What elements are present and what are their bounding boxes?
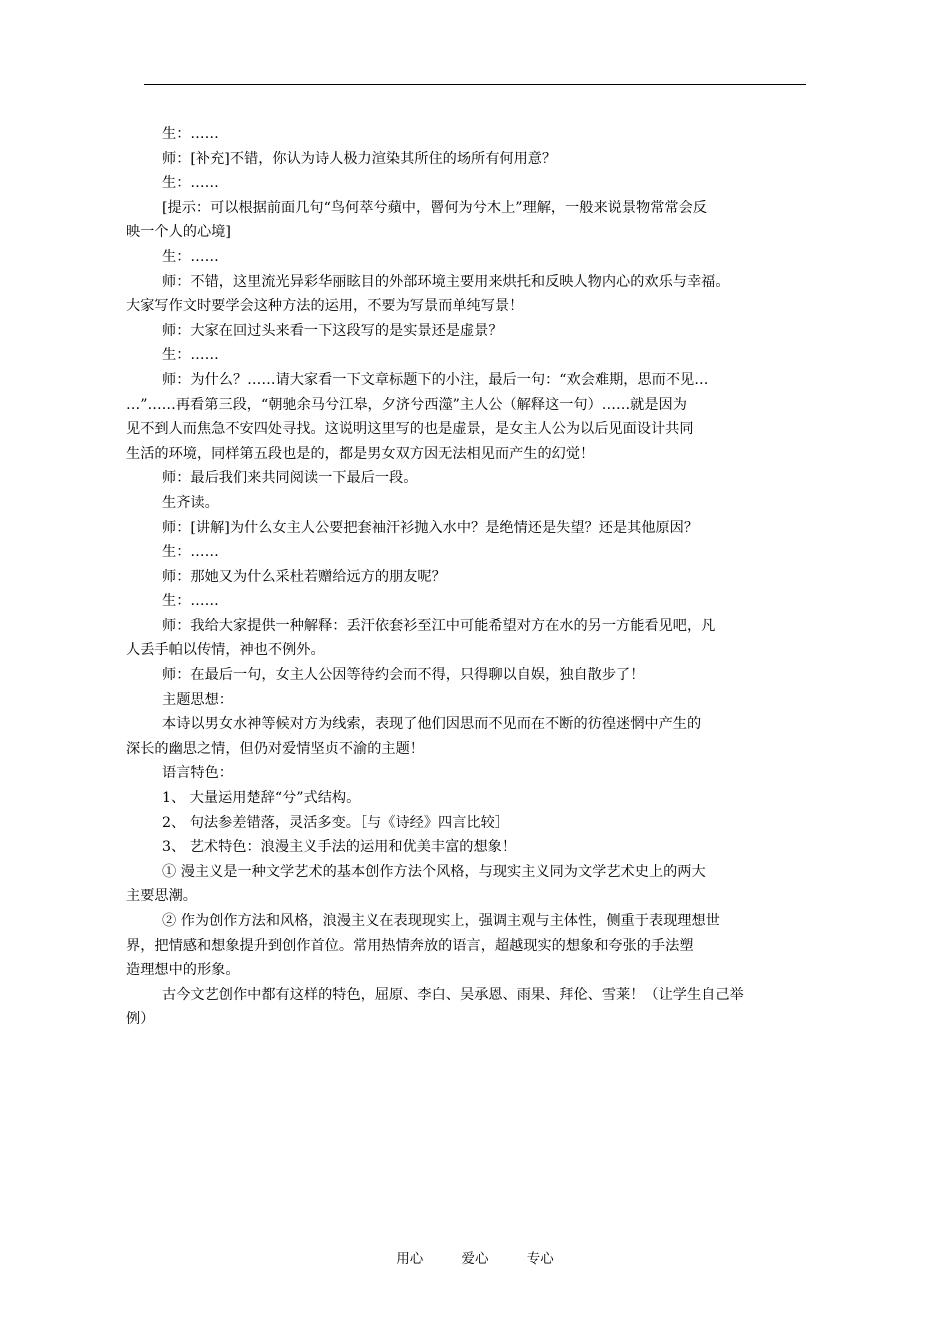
paragraph-line: 生：…… xyxy=(162,593,219,610)
paragraph-line: 生齐读。 xyxy=(162,494,219,511)
paragraph-line: 师：为什么？……请大家看一下文章标题下的小注，最后一句：“欢会难期，思而不见… xyxy=(162,371,709,388)
paragraph-line: 师：那她又为什么采杜若赠给远方的朋友呢？ xyxy=(162,568,446,585)
paragraph-line: 生：…… xyxy=(162,347,219,364)
paragraph xyxy=(144,516,810,541)
paragraph xyxy=(144,663,810,688)
paragraph-line: [提示：可以根据前面几句“鸟何萃兮蘋中，罾何为兮木上”理解，一般来说景物常常会反 xyxy=(162,199,707,216)
paragraph-line: 师：在最后一句，女主人公因等待约会而不得，只得聊以自娱，独自散步了！ xyxy=(162,667,645,684)
paragraph xyxy=(126,860,810,909)
paragraph-line: 主要思潮。 xyxy=(126,888,197,905)
paragraph xyxy=(144,491,810,516)
paragraph-line: 生活的环境，同样第五段也是的，都是男女双方因无法相见而产生的幻觉！ xyxy=(126,445,595,462)
paragraph-line: 古今文艺创作中都有这样的特色，屈原、李白、吴承恩、雨果、拜伦、雪莱！（让学生自己举 xyxy=(162,986,744,1003)
paragraph xyxy=(144,540,810,565)
paragraph xyxy=(126,270,810,319)
footer-text-3: 专心 xyxy=(526,1251,554,1267)
paragraph-line: ① 漫主义是一种文学艺术的基本创作方法个风格，与现实主义同为文学艺术史上的两大 xyxy=(162,863,706,880)
paragraph-line: 1、 大量运用楚辞“兮”式结构。 xyxy=(162,790,361,807)
paragraph-line: 例） xyxy=(126,1011,155,1028)
paragraph-line: 师：我给大家提供一种解释：丢汗依套衫至江中可能希望对方在水的另一方能看见吧，凡 xyxy=(162,617,716,634)
page-footer xyxy=(0,1247,950,1267)
paragraph-line: 生：…… xyxy=(162,126,219,142)
paragraph xyxy=(144,688,810,713)
paragraph-line: 2、 句法参差错落，灵活多变。［与《诗经》四言比较］ xyxy=(162,814,509,831)
paragraph xyxy=(144,565,810,590)
paragraph xyxy=(144,466,810,491)
footer-text-2: 爱心 xyxy=(461,1251,489,1267)
paragraph xyxy=(126,614,810,663)
paragraph-line: 见不到人而焦急不安四处寻找。这说明这里写的也是虚景，是女主人公为以后见面设计共同 xyxy=(126,421,694,438)
paragraph-line: 师：[补充]不错，你认为诗人极力渲染其所住的场所有何用意？ xyxy=(162,150,557,167)
paragraph xyxy=(126,712,810,761)
header-rule xyxy=(144,84,806,85)
paragraph-line: …”……再看第三段，“朝驰余马兮江皋，夕济兮西澨”主人公（解释这一句）……就是因为 xyxy=(126,396,687,413)
paragraph xyxy=(144,761,810,786)
paragraph-line: 造理想中的形象。 xyxy=(126,962,240,979)
paragraph xyxy=(126,196,810,245)
paragraph-line: 深长的幽思之情，但仍对爱情坚贞不渝的主题！ xyxy=(126,740,424,757)
paragraph xyxy=(144,147,810,172)
paragraph xyxy=(126,368,810,466)
paragraph xyxy=(144,245,810,270)
paragraph xyxy=(126,909,810,983)
paragraph xyxy=(144,811,810,836)
paragraph-line: 生：…… xyxy=(162,175,219,192)
paragraph-line: 语言特色： xyxy=(162,765,233,782)
paragraph xyxy=(144,122,810,147)
paragraph-line: 3、 艺术特色：浪漫主义手法的运用和优美丰富的想象！ xyxy=(162,839,517,856)
paragraph xyxy=(144,343,810,368)
paragraph-line: 主题思想： xyxy=(162,691,233,708)
paragraph-line: 师：大家在回过头来看一下这段写的是实景还是虚景？ xyxy=(162,322,503,339)
paragraph xyxy=(144,319,810,344)
document-body xyxy=(126,122,810,1032)
paragraph-line: 界，把情感和想象提升到创作首位。常用热情奔放的语言，超越现实的想象和夸张的手法塑 xyxy=(126,937,694,954)
paragraph xyxy=(144,835,810,860)
paragraph-line: 生：…… xyxy=(162,248,219,265)
paragraph-line: ② 作为创作方法和风格，浪漫主义在表现现实上，强调主观与主体性，侧重于表现理想世 xyxy=(162,913,720,929)
paragraph-line: 人丢手帕以传情，神也不例外。 xyxy=(126,642,325,659)
paragraph-line: 映一个人的心境] xyxy=(126,224,231,241)
paragraph xyxy=(144,589,810,614)
paragraph-line: 生：…… xyxy=(162,544,219,561)
paragraph-line: 师：最后我们来共同阅读一下最后一段。 xyxy=(162,470,418,487)
paragraph xyxy=(144,171,810,196)
paragraph-line: 大家写作文时要学会这种方法的运用，不要为写景而单纯写景！ xyxy=(126,298,524,315)
paragraph xyxy=(126,983,810,1032)
paragraph-line: 师：[讲解]为什么女主人公要把套袖汗衫抛入水中？是绝情还是失望？还是其他原因？ xyxy=(162,519,699,536)
paragraph xyxy=(144,786,810,811)
paragraph-line: 师：不错，这里流光异彩华丽眩目的外部环境主要用来烘托和反映人物内心的欢乐与幸福。 xyxy=(162,273,730,290)
footer-text-1: 用心 xyxy=(396,1251,424,1267)
paragraph-line: 本诗以男女水神等候对方为线索，表现了他们因思而不见而在不断的彷徨迷惘中产生的 xyxy=(162,716,702,733)
